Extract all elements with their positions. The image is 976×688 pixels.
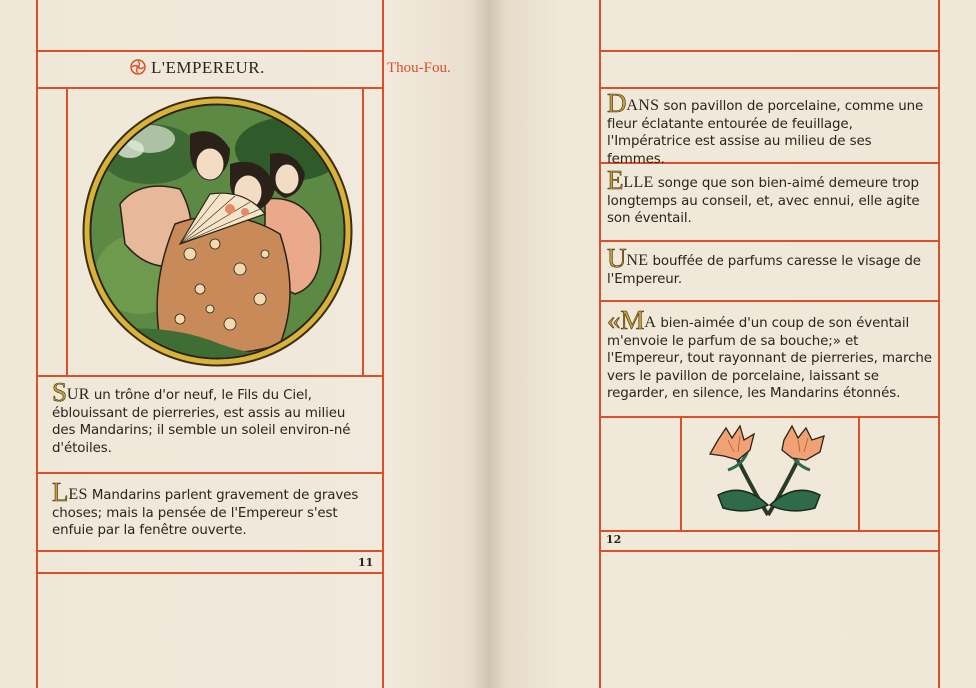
paragraph-text: bien-aimée d'un coup de son éventail m'envoie le parfum de sa bouche;» et l'Empereur, tout rayonnant de pierreries, marche vers le pavillon de porcelaine, laissant se regarder, en silence, les Mandarins étonnés.	[607, 316, 932, 401]
frame-rule	[680, 416, 682, 530]
book-gutter	[470, 0, 506, 688]
paragraph-text: son pavillon de porcelaine, comme une fleur éclatante entourée de feuillage, l'Impératrice est assise au milieu de ses femmes.	[607, 99, 924, 167]
author-name: Thou-Fou.	[387, 60, 451, 76]
cap-word: ES	[68, 486, 88, 503]
frame-rule	[858, 416, 860, 530]
rule-line	[36, 572, 383, 574]
cap-word: NE	[626, 252, 649, 269]
rule-line	[599, 87, 939, 89]
rule-line	[36, 50, 383, 52]
paragraph-text: Mandarins parlent gravement de graves choses; mais la pensée de l'Empereur s'est enfuie par la fenêtre ouverte.	[52, 488, 359, 538]
chapter-heading	[130, 58, 265, 78]
drop-cap: S	[52, 377, 67, 407]
left-inner-rule	[382, 0, 384, 688]
rule-line	[599, 550, 939, 552]
right-outer-rule	[938, 0, 940, 688]
drop-cap: E	[607, 165, 624, 195]
rule-line	[36, 550, 383, 552]
paragraph	[52, 477, 372, 540]
rule-line	[36, 375, 383, 377]
paragraph	[607, 243, 932, 288]
paragraph	[607, 88, 932, 168]
rule-line	[36, 87, 383, 89]
right-inner-rule	[599, 0, 601, 688]
left-outer-rule	[36, 0, 38, 688]
paragraph	[607, 305, 932, 403]
paragraph-text: bouffée de parfums caresse le visage de l'Empereur.	[607, 254, 921, 287]
rule-line	[599, 416, 939, 418]
rule-line	[36, 472, 383, 474]
frame-rule	[362, 87, 364, 375]
carnation-ornament	[698, 420, 840, 520]
drop-cap: D	[607, 88, 627, 118]
page-number: 12	[606, 533, 622, 546]
frame-rule	[66, 87, 68, 375]
drop-cap: L	[52, 477, 69, 507]
rule-line	[599, 50, 939, 52]
paragraph-text: un trône d'or neuf, le Fils du Ciel, éblouissant de pierreries, est assis au milieu des Mandarins; il semble un soleil environ-né d'étoiles.	[52, 388, 351, 456]
drop-cap: U	[607, 243, 627, 273]
cap-word: UR	[66, 386, 90, 403]
drop-cap: «M	[607, 305, 645, 335]
page-number: 11	[358, 556, 374, 569]
cap-word: ANS	[626, 97, 660, 114]
paragraph	[52, 377, 372, 457]
rosette-icon	[130, 59, 146, 75]
cap-word: LLE	[623, 174, 654, 191]
paragraph-text: songe que son bien-aimé demeure trop longtemps au conseil, et, avec ennui, elle agite son éventail.	[607, 176, 920, 226]
rule-line	[599, 240, 939, 242]
rule-line	[599, 530, 939, 532]
rule-line	[599, 300, 939, 302]
paragraph	[607, 165, 932, 228]
cap-word: A	[644, 314, 657, 331]
chapter-title: L'EMPEREUR.	[151, 58, 265, 77]
medallion-illustration	[80, 94, 355, 369]
